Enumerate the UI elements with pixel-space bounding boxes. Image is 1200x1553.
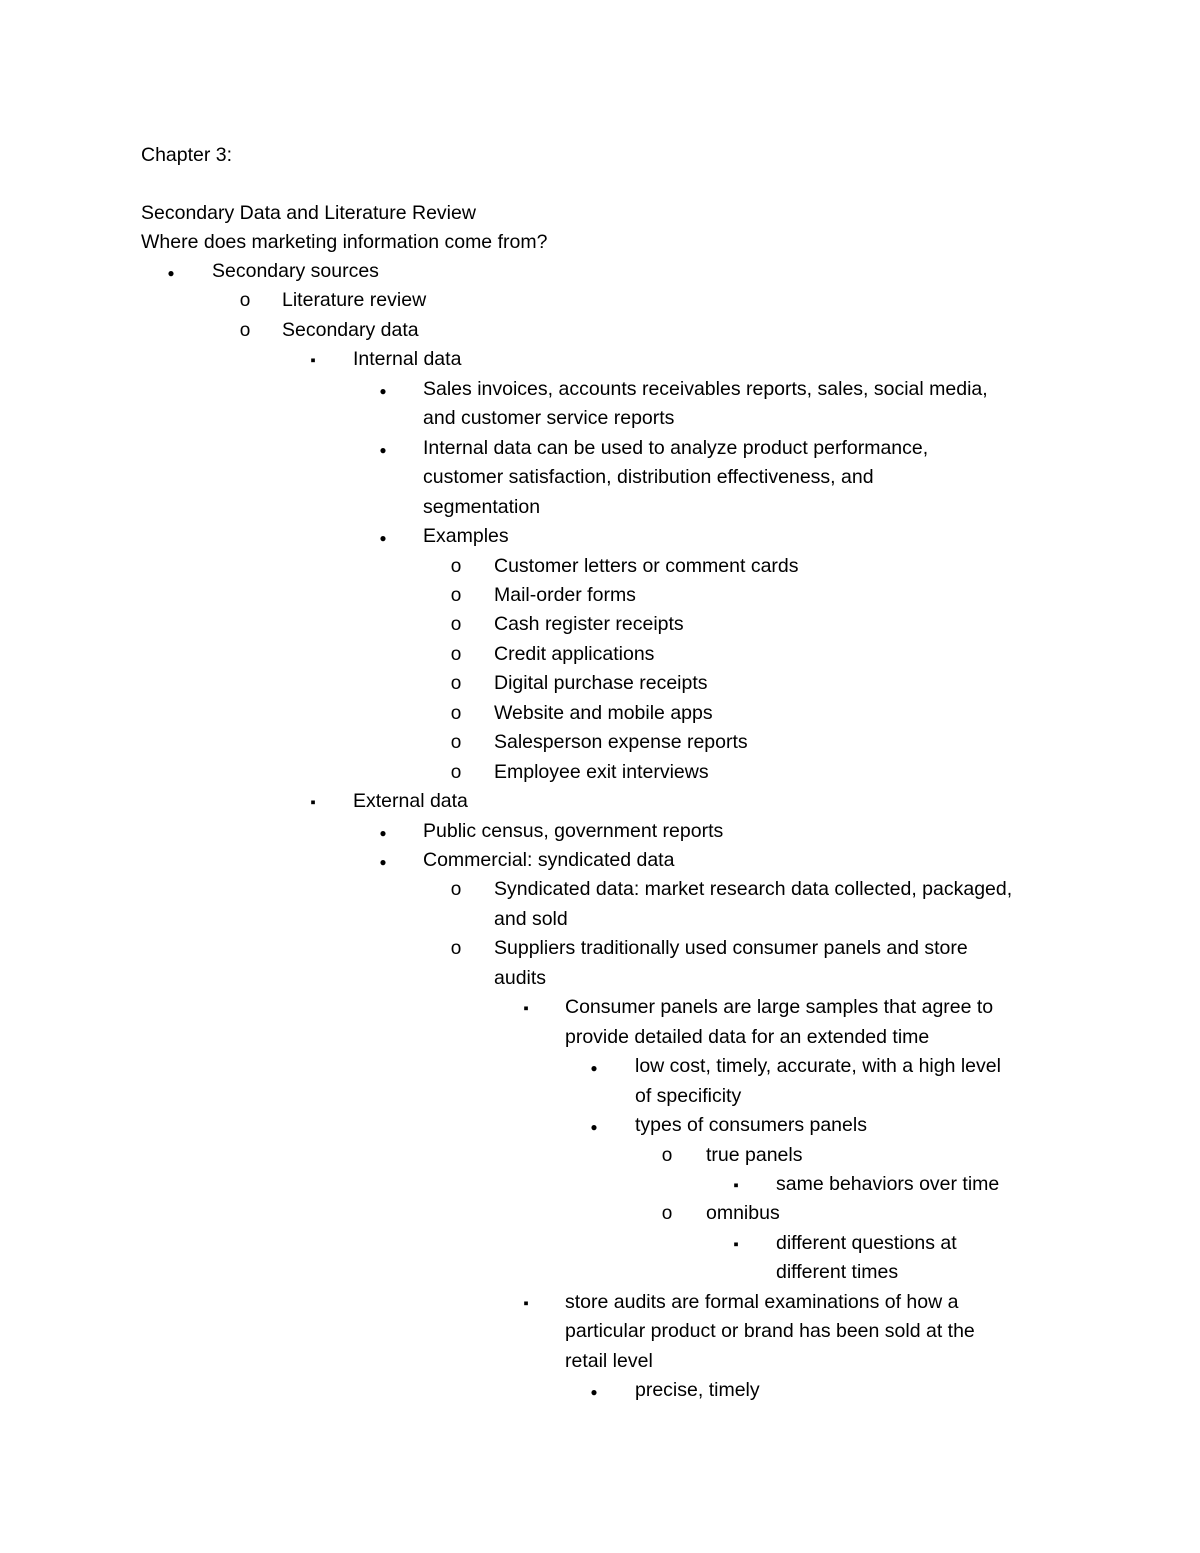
- list-item-text: Suppliers traditionally used consumer panels and store: [494, 937, 968, 960]
- list-bullet-icon: [446, 581, 466, 611]
- list-bullet-icon: [446, 934, 466, 964]
- section-title: Secondary Data and Literature Review: [141, 202, 476, 224]
- list-bullet-icon: [446, 640, 466, 670]
- list-item-text: Credit applications: [494, 642, 655, 665]
- list-item-text: types of consumers panels: [635, 1114, 867, 1137]
- section-question: Where does marketing information come from?: [141, 231, 548, 253]
- list-item-text: and customer service reports: [423, 407, 675, 430]
- list-item-text: Literature review: [282, 289, 427, 312]
- list-bullet-icon: [161, 257, 181, 287]
- list-bullet-icon: [584, 1052, 604, 1082]
- list-item-text: audits: [494, 966, 547, 989]
- list-bullet-icon: [446, 610, 466, 640]
- list-bullet-icon: [446, 758, 466, 788]
- list-item-text: External data: [353, 790, 468, 813]
- list-bullet-icon: [446, 699, 466, 729]
- list-item-text: Internal data: [353, 348, 462, 371]
- list-item-text: store audits are formal examinations of how a: [565, 1290, 959, 1313]
- list-bullet-icon: [446, 552, 466, 582]
- list-item-text: provide detailed data for an extended time: [565, 1025, 930, 1048]
- list-bullet-icon: [657, 1199, 677, 1229]
- list-item-text: Cash register receipts: [494, 613, 684, 636]
- list-bullet-icon: [373, 846, 393, 876]
- list-item-text: Public census, government reports: [423, 819, 724, 842]
- list-bullet-icon: [726, 1229, 746, 1259]
- list-item-text: Commercial: syndicated data: [423, 849, 675, 871]
- list-bullet-icon: [303, 787, 323, 817]
- list-item-text: particular product or brand has been sold at the: [565, 1320, 975, 1343]
- list-bullet-icon: [235, 286, 255, 316]
- list-bullet-icon: [446, 669, 466, 699]
- list-item-text: different times: [776, 1261, 899, 1284]
- list-item-text: Website and mobile apps: [494, 701, 713, 724]
- list-item-text: Syndicated data: market research data collected, packaged,: [494, 878, 1013, 901]
- list-item-text: omnibus: [706, 1202, 780, 1225]
- list-item-text: Mail-order forms: [494, 583, 636, 606]
- list-item-text: same behaviors over time: [776, 1172, 1000, 1195]
- list-item-text: low cost, timely, accurate, with a high level: [635, 1055, 1001, 1078]
- list-bullet-icon: [373, 375, 393, 405]
- list-item-text: Internal data can be used to analyze product performance,: [423, 436, 929, 459]
- list-item-text: and sold: [494, 907, 568, 930]
- list-bullet-icon: [446, 728, 466, 758]
- list-item-text: Examples: [423, 525, 509, 548]
- list-item-text: Consumer panels are large samples that agree to: [565, 996, 994, 1019]
- list-item-text: Customer letters or comment cards: [494, 554, 799, 577]
- list-item-text: Secondary data: [282, 318, 419, 341]
- list-bullet-icon: [584, 1111, 604, 1141]
- list-bullet-icon: [584, 1376, 604, 1406]
- chapter-heading: Chapter 3:: [141, 144, 233, 166]
- list-bullet-icon: [235, 316, 255, 346]
- list-item-text: Digital purchase receipts: [494, 672, 708, 695]
- list-item-text: Employee exit interviews: [494, 760, 709, 783]
- list-item-text: of specificity: [635, 1084, 742, 1107]
- list-item-text: precise, timely: [635, 1379, 760, 1402]
- list-bullet-icon: [516, 993, 536, 1023]
- list-item-text: different questions at: [776, 1231, 957, 1254]
- list-bullet-icon: [303, 345, 323, 375]
- list-item-text: retail level: [565, 1349, 653, 1372]
- list-bullet-icon: [446, 875, 466, 905]
- list-item-text: customer satisfaction, distribution effectiveness, and: [423, 466, 874, 489]
- list-item-text: true panels: [706, 1143, 803, 1166]
- list-bullet-icon: [657, 1141, 677, 1171]
- list-bullet-icon: [373, 434, 393, 464]
- list-item-text: Sales invoices, accounts receivables reports, sales, social media,: [423, 377, 988, 400]
- list-item-text: Salesperson expense reports: [494, 731, 748, 754]
- list-bullet-icon: [726, 1170, 746, 1200]
- list-bullet-icon: [516, 1288, 536, 1318]
- list-bullet-icon: [373, 522, 393, 552]
- list-item-text: segmentation: [423, 495, 541, 518]
- list-item-text: Secondary sources: [212, 260, 379, 282]
- list-bullet-icon: [373, 817, 393, 847]
